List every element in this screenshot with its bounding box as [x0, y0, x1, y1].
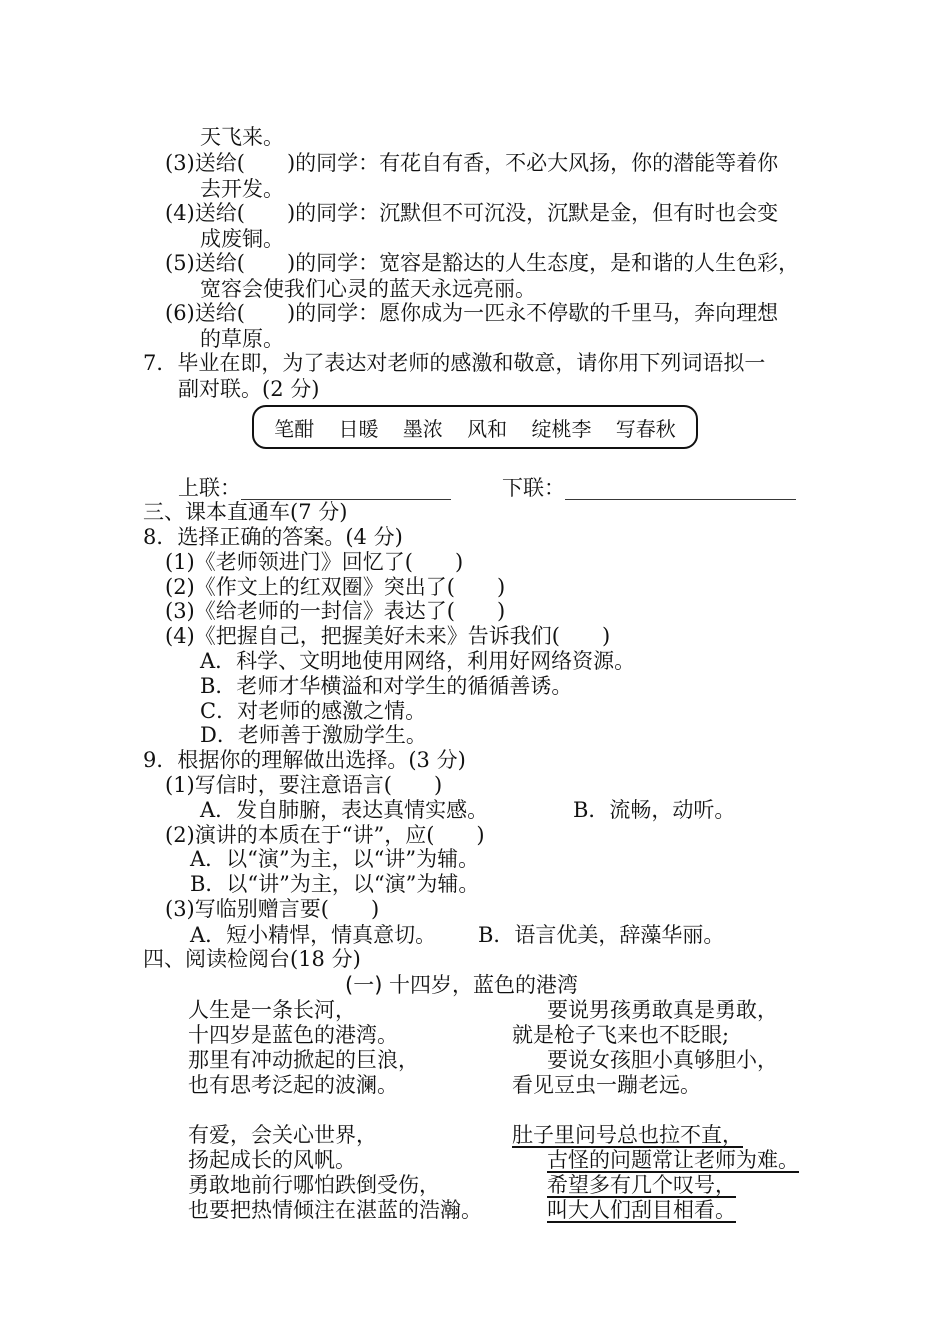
- q8-item-3: (3)《给老师的一封信》表达了( ): [165, 599, 506, 623]
- poem-title: (一) 十四岁，蓝色的港湾: [345, 973, 579, 997]
- q8-option-a: A．科学、文明地使用网络，利用好网络资源。: [200, 649, 636, 673]
- poem-left-line-8: 也要把热情倾注在湛蓝的浩瀚。: [188, 1198, 482, 1222]
- poem-right-line-4: 看见豆虫一蹦老远。: [512, 1073, 701, 1097]
- poem-left-line-4: 也有思考泛起的波澜。: [188, 1073, 398, 1097]
- poem-right-line-2: 就是枪子飞来也不眨眼;: [512, 1023, 730, 1047]
- poem-right-line-5: 肚子里问号总也拉不直，: [512, 1123, 743, 1147]
- poem-left-line-6: 扬起成长的风帆。: [188, 1148, 356, 1172]
- q9-sub-1-option-a: A．发自肺腑，表达真情实感。: [200, 798, 489, 822]
- q6-item-6-cont: 的草原。: [200, 327, 284, 351]
- poem-right-line-3: 要说女孩胆小真够胆小，: [547, 1048, 778, 1072]
- q7-stem-cont: 副对联。(2 分): [178, 377, 320, 401]
- poem-right-line-6: 古怪的问题常让老师为难。: [547, 1148, 799, 1172]
- q8-option-c: C．对老师的感激之情。: [200, 699, 427, 723]
- poem-left-line-3: 那里有冲动掀起的巨浪，: [188, 1048, 419, 1072]
- poem-left-line-7: 勇敢地前行哪怕跌倒受伤，: [188, 1173, 440, 1197]
- poem-right-line-1: 要说男孩勇敢真是勇敢，: [547, 998, 778, 1022]
- q9-stem: 9．根据你的理解做出选择。(3 分): [143, 748, 466, 772]
- q8-option-d: D．老师善于激励学生。: [200, 723, 427, 747]
- word-2: 日暖: [338, 416, 379, 441]
- q9-sub-3-option-b: B．语言优美，辞藻华丽。: [478, 923, 725, 947]
- q6-item-5-cont: 宽容会使我们心灵的蓝天永远亮丽。: [200, 277, 536, 301]
- q8-item-1: (1)《老师领进门》回忆了( ): [165, 550, 464, 574]
- q9-sub-3-option-a: A．短小精悍，情真意切。: [190, 923, 437, 947]
- lower-couplet-blank[interactable]: 下联：______________________: [502, 476, 796, 500]
- q6-item-4-cont: 成废铜。: [200, 227, 284, 251]
- q6-line-tail: 天飞来。: [200, 125, 284, 149]
- section-3-title: 三、课本直通车(7 分): [143, 500, 348, 524]
- q8-item-2: (2)《作文上的红双圈》突出了( ): [165, 575, 506, 599]
- poem-right-line-7: 希望多有几个叹号，: [547, 1173, 736, 1197]
- q9-sub-2-option-a: A．以“演”为主，以“讲”为辅。: [190, 847, 480, 871]
- section-4-title: 四、阅读检阅台(18 分): [143, 947, 361, 971]
- poem-left-line-5: 有爱，会关心世界，: [188, 1123, 377, 1147]
- q7-stem: 7．毕业在即，为了表达对老师的感激和敬意，请你用下列词语拟一: [143, 351, 766, 375]
- word-5: 绽桃李: [531, 416, 592, 441]
- q9-sub-1: (1)写信时，要注意语言( ): [165, 773, 443, 797]
- q9-sub-1-option-b: B．流畅，动听。: [573, 798, 736, 822]
- poem-left-line-2: 十四岁是蓝色的港湾。: [188, 1023, 398, 1047]
- word-4: 风和: [467, 416, 508, 441]
- q6-item-3-cont: 去开发。: [200, 177, 284, 201]
- q9-sub-2-option-b: B．以“讲”为主，以“演”为辅。: [190, 872, 480, 896]
- q6-item-5: (5)送给( )的同学：宽容是豁达的人生态度，是和谐的人生色彩，: [165, 251, 800, 275]
- word-box: [252, 405, 698, 449]
- q8-item-4: (4)《把握自己，把握美好未来》告诉我们( ): [165, 624, 611, 648]
- word-6: 写春秋: [615, 416, 676, 441]
- q9-sub-2: (2)演讲的本质在于“讲”，应( ): [165, 823, 485, 847]
- q6-item-6: (6)送给( )的同学：愿你成为一匹永不停歇的千里马，奔向理想: [165, 301, 779, 325]
- poem-left-line-1: 人生是一条长河，: [188, 998, 356, 1022]
- poem-right-line-8: 叫大人们刮目相看。: [547, 1198, 736, 1222]
- word-1: 笔酣: [274, 416, 315, 441]
- q9-sub-3: (3)写临别赠言要( ): [165, 897, 380, 921]
- q8-stem: 8．选择正确的答案。(4 分): [143, 525, 403, 549]
- q8-option-b: B．老师才华横溢和对学生的循循善诱。: [200, 674, 573, 698]
- upper-couplet-blank[interactable]: 上联：____________________: [178, 476, 451, 500]
- q6-item-3: (3)送给( )的同学：有花自有香，不必大风扬，你的潜能等着你: [165, 151, 779, 175]
- q6-item-4: (4)送给( )的同学：沉默但不可沉没，沉默是金，但有时也会变: [165, 201, 779, 225]
- word-3: 墨浓: [402, 416, 443, 441]
